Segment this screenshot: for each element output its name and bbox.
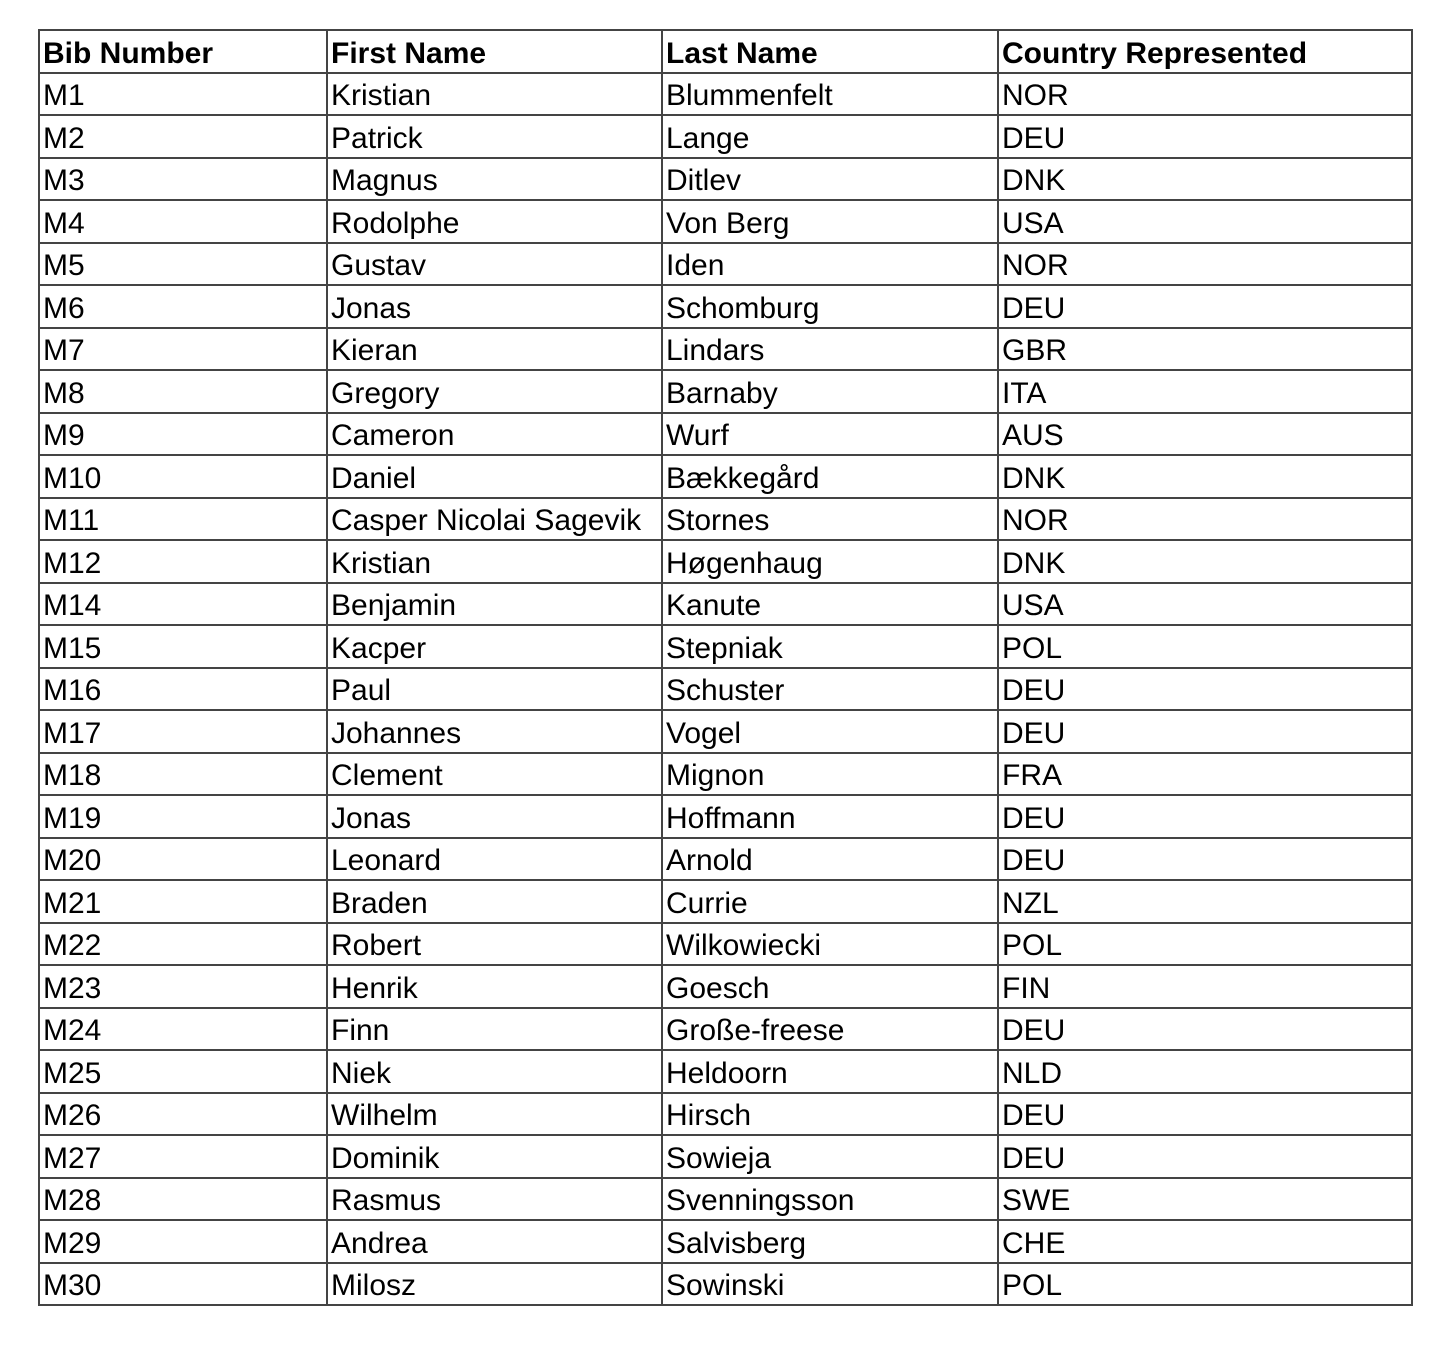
first-name-cell: Benjamin bbox=[327, 583, 662, 626]
country-cell: AUS bbox=[998, 413, 1412, 456]
header-country: Country Represented bbox=[998, 30, 1412, 73]
last-name-cell: Arnold bbox=[662, 838, 998, 881]
last-name-cell: Große-freese bbox=[662, 1008, 998, 1051]
first-name-cell: Jonas bbox=[327, 285, 662, 328]
last-name-cell: Lindars bbox=[662, 328, 998, 371]
country-cell: POL bbox=[998, 1263, 1412, 1306]
bib-number-cell: M30 bbox=[39, 1263, 327, 1306]
table-row bbox=[39, 965, 1412, 1008]
table-row bbox=[39, 455, 1412, 498]
first-name-cell: Kacper bbox=[327, 625, 662, 668]
table-row bbox=[39, 158, 1412, 201]
header-bib-number: Bib Number bbox=[39, 30, 327, 73]
bib-number-cell: M17 bbox=[39, 710, 327, 753]
bib-number-cell: M12 bbox=[39, 540, 327, 583]
table-row bbox=[39, 540, 1412, 583]
table-row bbox=[39, 413, 1412, 456]
country-cell: DEU bbox=[998, 1135, 1412, 1178]
first-name-cell: Jonas bbox=[327, 795, 662, 838]
last-name-cell: Lange bbox=[662, 115, 998, 158]
last-name-cell: Høgenhaug bbox=[662, 540, 998, 583]
table-row bbox=[39, 370, 1412, 413]
table-row bbox=[39, 243, 1412, 286]
table-row bbox=[39, 710, 1412, 753]
country-cell: USA bbox=[998, 200, 1412, 243]
bib-number-cell: M2 bbox=[39, 115, 327, 158]
country-cell: DNK bbox=[998, 455, 1412, 498]
bib-number-cell: M9 bbox=[39, 413, 327, 456]
table-row bbox=[39, 200, 1412, 243]
first-name-cell: Braden bbox=[327, 880, 662, 923]
first-name-cell: Magnus bbox=[327, 158, 662, 201]
country-cell: FRA bbox=[998, 753, 1412, 796]
first-name-cell: Kristian bbox=[327, 540, 662, 583]
last-name-cell: Hirsch bbox=[662, 1093, 998, 1136]
participant-table bbox=[38, 29, 1413, 1306]
country-cell: SWE bbox=[998, 1178, 1412, 1221]
last-name-cell: Kanute bbox=[662, 583, 998, 626]
header-last-name: Last Name bbox=[662, 30, 998, 73]
table-row bbox=[39, 1135, 1412, 1178]
bib-number-cell: M7 bbox=[39, 328, 327, 371]
last-name-cell: Schomburg bbox=[662, 285, 998, 328]
bib-number-cell: M6 bbox=[39, 285, 327, 328]
last-name-cell: Ditlev bbox=[662, 158, 998, 201]
bib-number-cell: M14 bbox=[39, 583, 327, 626]
last-name-cell: Svenningsson bbox=[662, 1178, 998, 1221]
table-row bbox=[39, 115, 1412, 158]
bib-number-cell: M21 bbox=[39, 880, 327, 923]
table-row bbox=[39, 1220, 1412, 1263]
first-name-cell: Dominik bbox=[327, 1135, 662, 1178]
first-name-cell: Paul bbox=[327, 668, 662, 711]
bib-number-cell: M11 bbox=[39, 498, 327, 541]
first-name-cell: Rodolphe bbox=[327, 200, 662, 243]
last-name-cell: Mignon bbox=[662, 753, 998, 796]
bib-number-cell: M5 bbox=[39, 243, 327, 286]
bib-number-cell: M16 bbox=[39, 668, 327, 711]
country-cell: DEU bbox=[998, 710, 1412, 753]
bib-number-cell: M1 bbox=[39, 73, 327, 116]
table-row bbox=[39, 583, 1412, 626]
first-name-cell: Casper Nicolai Sagevik bbox=[327, 498, 662, 541]
first-name-cell: Johannes bbox=[327, 710, 662, 753]
bib-number-cell: M25 bbox=[39, 1050, 327, 1093]
table-row bbox=[39, 1050, 1412, 1093]
country-cell: POL bbox=[998, 625, 1412, 668]
first-name-cell: Kristian bbox=[327, 73, 662, 116]
last-name-cell: Von Berg bbox=[662, 200, 998, 243]
first-name-cell: Kieran bbox=[327, 328, 662, 371]
country-cell: NLD bbox=[998, 1050, 1412, 1093]
header-first-name: First Name bbox=[327, 30, 662, 73]
table-row bbox=[39, 1263, 1412, 1306]
first-name-cell: Milosz bbox=[327, 1263, 662, 1306]
table-row bbox=[39, 498, 1412, 541]
last-name-cell: Sowinski bbox=[662, 1263, 998, 1306]
participant-list bbox=[38, 29, 1413, 1306]
country-cell: NOR bbox=[998, 498, 1412, 541]
bib-number-cell: M8 bbox=[39, 370, 327, 413]
first-name-cell: Cameron bbox=[327, 413, 662, 456]
table-row bbox=[39, 625, 1412, 668]
country-cell: GBR bbox=[998, 328, 1412, 371]
last-name-cell: Hoffmann bbox=[662, 795, 998, 838]
country-cell: DEU bbox=[998, 795, 1412, 838]
country-cell: DNK bbox=[998, 540, 1412, 583]
country-cell: USA bbox=[998, 583, 1412, 626]
first-name-cell: Henrik bbox=[327, 965, 662, 1008]
country-cell: NZL bbox=[998, 880, 1412, 923]
first-name-cell: Gustav bbox=[327, 243, 662, 286]
country-cell: NOR bbox=[998, 73, 1412, 116]
table-row bbox=[39, 880, 1412, 923]
country-cell: DEU bbox=[998, 838, 1412, 881]
first-name-cell: Gregory bbox=[327, 370, 662, 413]
table-row bbox=[39, 838, 1412, 881]
country-cell: FIN bbox=[998, 965, 1412, 1008]
table-row bbox=[39, 1178, 1412, 1221]
table-row bbox=[39, 668, 1412, 711]
bib-number-cell: M22 bbox=[39, 923, 327, 966]
last-name-cell: Currie bbox=[662, 880, 998, 923]
last-name-cell: Heldoorn bbox=[662, 1050, 998, 1093]
first-name-cell: Finn bbox=[327, 1008, 662, 1051]
last-name-cell: Bækkegård bbox=[662, 455, 998, 498]
country-cell: DEU bbox=[998, 115, 1412, 158]
table-row bbox=[39, 328, 1412, 371]
bib-number-cell: M19 bbox=[39, 795, 327, 838]
first-name-cell: Daniel bbox=[327, 455, 662, 498]
first-name-cell: Robert bbox=[327, 923, 662, 966]
last-name-cell: Goesch bbox=[662, 965, 998, 1008]
bib-number-cell: M18 bbox=[39, 753, 327, 796]
last-name-cell: Stepniak bbox=[662, 625, 998, 668]
country-cell: CHE bbox=[998, 1220, 1412, 1263]
country-cell: DEU bbox=[998, 1008, 1412, 1051]
table-row bbox=[39, 1008, 1412, 1051]
table-row bbox=[39, 73, 1412, 116]
last-name-cell: Stornes bbox=[662, 498, 998, 541]
last-name-cell: Iden bbox=[662, 243, 998, 286]
first-name-cell: Patrick bbox=[327, 115, 662, 158]
last-name-cell: Vogel bbox=[662, 710, 998, 753]
table-row bbox=[39, 923, 1412, 966]
bib-number-cell: M15 bbox=[39, 625, 327, 668]
first-name-cell: Rasmus bbox=[327, 1178, 662, 1221]
country-cell: DEU bbox=[998, 1093, 1412, 1136]
bib-number-cell: M26 bbox=[39, 1093, 327, 1136]
table-body bbox=[39, 73, 1412, 1306]
country-cell: NOR bbox=[998, 243, 1412, 286]
bib-number-cell: M10 bbox=[39, 455, 327, 498]
first-name-cell: Leonard bbox=[327, 838, 662, 881]
bib-number-cell: M4 bbox=[39, 200, 327, 243]
table-row bbox=[39, 285, 1412, 328]
bib-number-cell: M24 bbox=[39, 1008, 327, 1051]
last-name-cell: Blummenfelt bbox=[662, 73, 998, 116]
last-name-cell: Wurf bbox=[662, 413, 998, 456]
country-cell: POL bbox=[998, 923, 1412, 966]
header-row bbox=[39, 30, 1412, 73]
first-name-cell: Clement bbox=[327, 753, 662, 796]
table-row bbox=[39, 1093, 1412, 1136]
last-name-cell: Sowieja bbox=[662, 1135, 998, 1178]
first-name-cell: Wilhelm bbox=[327, 1093, 662, 1136]
country-cell: DEU bbox=[998, 285, 1412, 328]
bib-number-cell: M28 bbox=[39, 1178, 327, 1221]
last-name-cell: Schuster bbox=[662, 668, 998, 711]
bib-number-cell: M23 bbox=[39, 965, 327, 1008]
first-name-cell: Niek bbox=[327, 1050, 662, 1093]
table-row bbox=[39, 795, 1412, 838]
first-name-cell: Andrea bbox=[327, 1220, 662, 1263]
bib-number-cell: M29 bbox=[39, 1220, 327, 1263]
bib-number-cell: M3 bbox=[39, 158, 327, 201]
bib-number-cell: M20 bbox=[39, 838, 327, 881]
table-row bbox=[39, 753, 1412, 796]
country-cell: DNK bbox=[998, 158, 1412, 201]
country-cell: ITA bbox=[998, 370, 1412, 413]
country-cell: DEU bbox=[998, 668, 1412, 711]
last-name-cell: Salvisberg bbox=[662, 1220, 998, 1263]
bib-number-cell: M27 bbox=[39, 1135, 327, 1178]
last-name-cell: Barnaby bbox=[662, 370, 998, 413]
last-name-cell: Wilkowiecki bbox=[662, 923, 998, 966]
